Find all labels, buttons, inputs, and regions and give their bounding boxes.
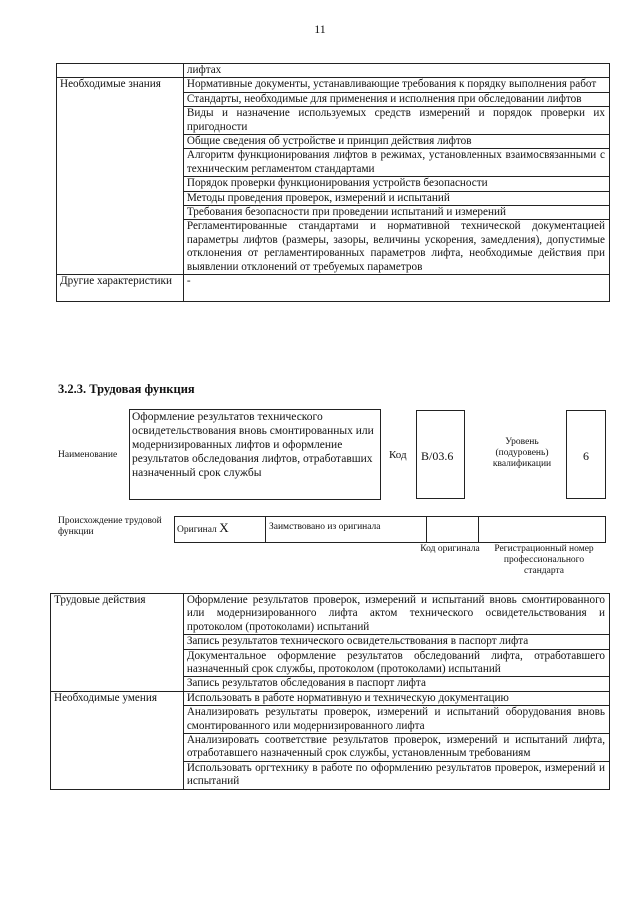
table-row	[51, 594, 610, 635]
table-cell: Регламентированные стандартами и нормативной технической документацией параметры лифтов (размеры, зазоры, величины ускорения, замедления), допустимые отклонения от регламентированных параметров лифта, необходимые действия при выявлении отклонений от требуемых параметров	[183, 220, 609, 275]
table-cell: Виды и назначение используемых средств измерений и порядок проверки их пригодности	[183, 107, 609, 135]
page-number: 11	[314, 22, 326, 36]
table-cell: Анализировать результаты проверок, измерений и испытаний оборудования вновь смонтированного или модернизированного лифта	[183, 706, 609, 734]
table-cell: Алгоритм функционирования лифтов в режимах, установленных взаимосвязанными с техническим регламентом стандартами	[183, 149, 609, 177]
divider	[426, 516, 427, 543]
table-row	[57, 64, 610, 78]
level-value: 6	[583, 449, 589, 463]
level-label: Уровень (подуровень) квалификации	[492, 437, 552, 469]
table-cell: Запись результатов технического освидетельствования в паспорт лифта	[183, 635, 609, 649]
function-name-box	[129, 409, 381, 500]
function-name: Оформление результатов технического освидетельствования вновь смонтированных или модернизированных лифтов и оформление результатов обследования лифтов, отработавших назначенный срок службы	[132, 411, 374, 479]
code-value: B/03.6	[421, 449, 454, 463]
borrowed-label: Заимствовано из оригинала	[269, 522, 381, 532]
code-box	[416, 410, 465, 499]
table-cell: лифтах	[183, 64, 609, 78]
actions-label: Трудовые действия	[51, 594, 184, 692]
table-cell: Общие сведения об устройстве и принцип действия лифтов	[183, 135, 609, 149]
table-cell: Требования безопасности при проведении испытаний и измерений	[183, 206, 609, 220]
knowledge-label: Необходимые знания	[57, 78, 184, 275]
table-cell: Анализировать соответствие результатов проверок, измерений и испытаний лифта, отработавшего назначенный срок службы, установленным требованиям	[183, 734, 609, 762]
table-cell: Оформление результатов проверок, измерений и испытаний вновь смонтированного или модернизированного лифта актом технического освидетельствования и протоколом (протоколами) испытаний	[183, 594, 609, 635]
skills-label: Необходимые умения	[51, 691, 184, 789]
table-cell: Порядок проверки функционирования устройств безопасности	[183, 177, 609, 191]
knowledge-table	[56, 63, 610, 302]
code-original-caption: Код оригинала	[420, 544, 480, 554]
other-label: Другие характеристики	[57, 275, 184, 302]
divider	[265, 516, 266, 543]
level-box	[566, 410, 606, 499]
section-heading: 3.2.3. Трудовая функция	[58, 382, 195, 396]
origin-box	[174, 516, 606, 543]
table-cell: Методы проведения проверок, измерений и испытаний	[183, 191, 609, 205]
table-cell: Запись результатов обследования в паспорт лифта	[183, 677, 609, 691]
table-row	[51, 691, 610, 705]
origin-label: Происхождение трудовой функции	[58, 516, 162, 537]
table-cell: Стандарты, необходимые для применения и исполнения при обследовании лифтов	[183, 92, 609, 106]
divider	[478, 516, 479, 543]
actions-skills-table	[50, 593, 610, 790]
original-mark: X	[219, 520, 229, 535]
table-cell: Использовать в работе нормативную и техническую документацию	[183, 691, 609, 705]
table-cell: Документальное оформление результатов обследований лифта, отработавшего назначенный срок службы, протоколом (протоколами) испытаний	[183, 649, 609, 677]
table-row	[57, 275, 610, 302]
table-row	[57, 78, 610, 92]
original-cell	[177, 522, 229, 536]
other-value: -	[183, 275, 609, 302]
reg-number-caption: Регистрационный номер профессионального стандарта	[494, 544, 594, 576]
table-cell: Использовать оргтехнику в работе по оформлению результатов проверок, измерений и испытаний	[183, 761, 609, 789]
table-cell: Нормативные документы, устанавливающие требования к порядку выполнения работ	[183, 78, 609, 92]
original-label: Оригинал	[177, 525, 217, 535]
name-label: Наименование	[58, 450, 118, 460]
code-label: Код	[389, 449, 407, 461]
